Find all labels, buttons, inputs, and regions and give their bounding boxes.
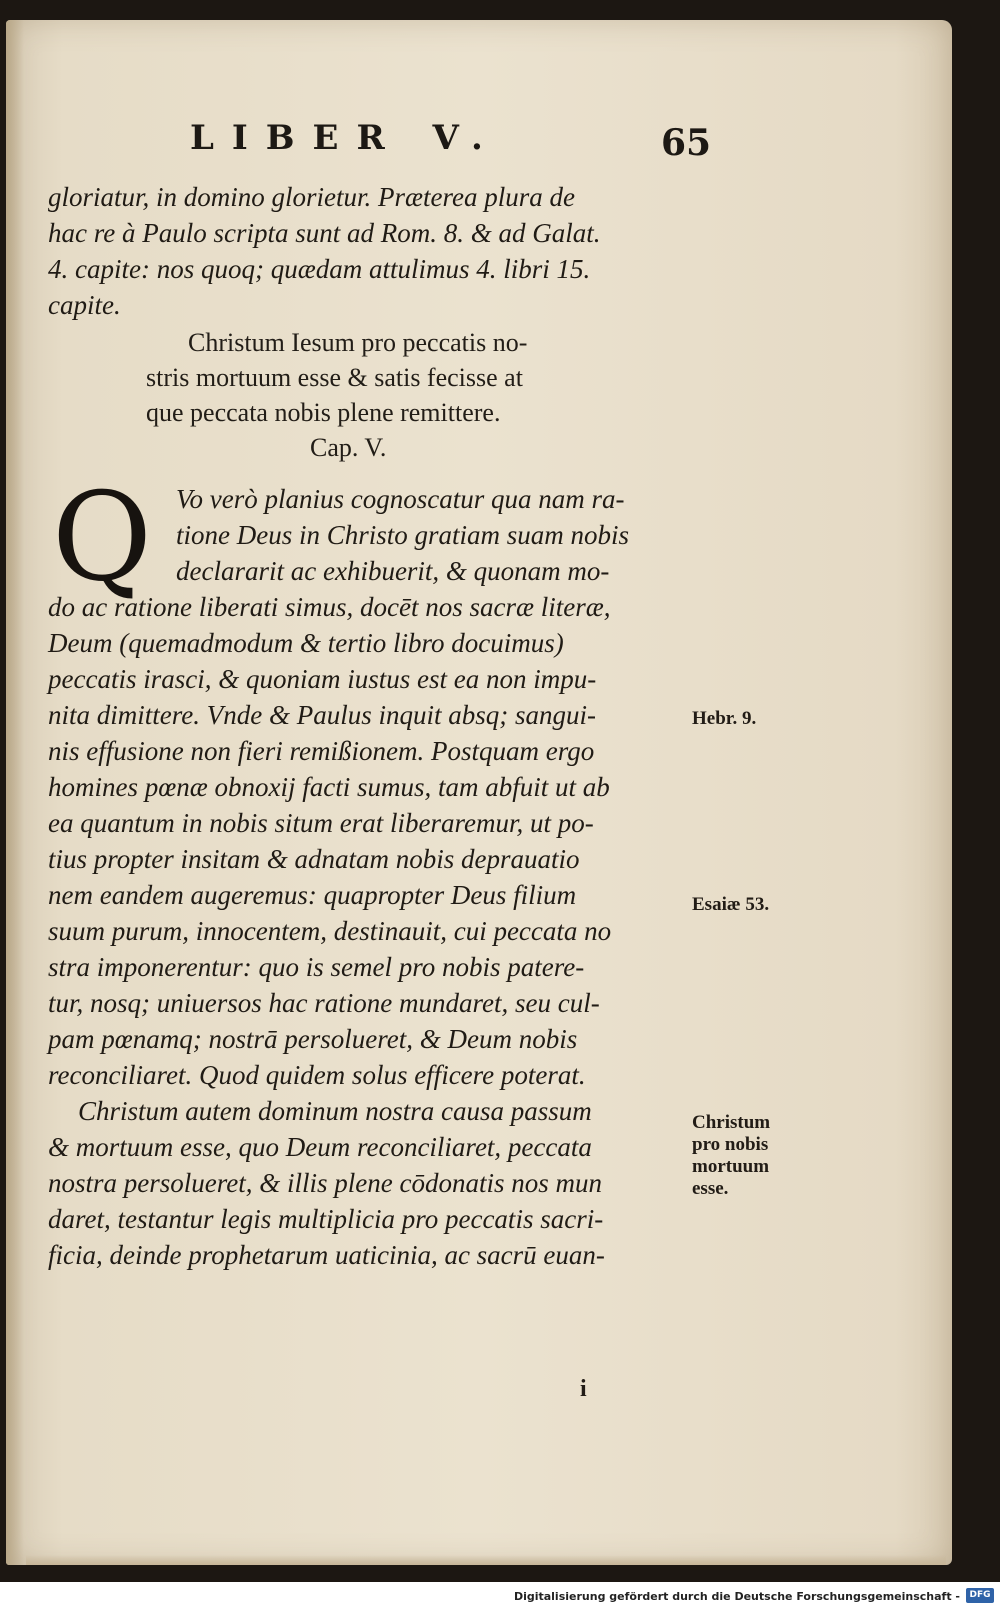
text-line: 4. capite: nos quoq; quædam attulimus 4. libri 15. xyxy=(48,254,591,284)
chapter-heading-line: stris mortuum esse & satis fecisse at xyxy=(146,363,523,392)
text-line: stra imponerentur: quo is semel pro nobis patere- xyxy=(48,952,585,982)
text-line: hac re à Paulo scripta sunt ad Rom. 8. & ad Galat. xyxy=(48,218,601,248)
chapter-heading-line: Christum Iesum pro peccatis no- xyxy=(188,328,528,357)
text-line: tur, nosq; uniuersos hac ratione mundaret, seu cul- xyxy=(48,988,600,1018)
margin-note-line: Christum xyxy=(692,1112,771,1133)
margin-note-esaiae: Esaiæ 53. xyxy=(692,894,770,915)
text-line: & mortuum esse, quo Deum reconciliaret, peccata xyxy=(48,1132,592,1162)
text-line: declararit ac exhibuerit, & quonam mo- xyxy=(176,556,610,586)
text-line: Deum (quemadmodum & tertio libro docuimus) xyxy=(48,628,564,658)
page-header xyxy=(166,118,726,168)
text-line: nita dimittere. Vnde & Paulus inquit absq; sangui- xyxy=(48,700,596,730)
text-line: nis effusione non fieri remißionem. Postquam ergo xyxy=(48,736,595,766)
text-line: gloriatur, in domino glorietur. Præterea plura de xyxy=(48,182,576,212)
funding-credit: Digitalisierung gefördert durch die Deutsche Forschungsgemeinschaft - xyxy=(513,1590,960,1603)
text-line: Christum autem dominum nostra causa passum xyxy=(78,1096,592,1126)
page-number: 65 xyxy=(661,122,712,164)
text-line: nostra persolueret, & illis plene cōdonatis nos mun xyxy=(48,1168,602,1198)
page-gutter-shadow xyxy=(6,20,24,1565)
signature-mark: i xyxy=(580,1376,587,1402)
chapter-heading-line: que peccata nobis plene remittere. xyxy=(146,398,501,427)
text-line: homines pœnæ obnoxij facti sumus, tam abfuit ut ab xyxy=(48,772,610,802)
chapter-number: Cap. V. xyxy=(310,433,387,462)
text-line: reconciliaret. Quod quidem solus efficere poterat. xyxy=(48,1060,586,1090)
drop-cap-initial: Q xyxy=(52,466,153,608)
text-line: Vo verò planius cognoscatur qua nam ra- xyxy=(176,484,625,514)
text-line: suum purum, innocentem, destinauit, cui peccata no xyxy=(48,916,612,946)
dfg-logo: DFG xyxy=(966,1588,994,1603)
text-line: tius propter insitam & adnatam nobis deprauatio xyxy=(48,844,580,874)
text-line: capite. xyxy=(48,290,121,320)
digitization-footer xyxy=(0,1582,1000,1615)
text-line: pam pœnamq; nostrā persolueret, & Deum nobis xyxy=(48,1024,578,1054)
text-line: tione Deus in Christo gratiam suam nobis xyxy=(176,520,630,550)
text-line: ea quantum in nobis situm erat liberaremur, ut po- xyxy=(48,808,594,838)
text-line: ficia, deinde prophetarum uaticinia, ac sacrū euan- xyxy=(48,1240,605,1270)
margin-note-line: pro nobis xyxy=(692,1134,769,1155)
text-line: do ac ratione liberati simus, docēt nos sacræ literæ, xyxy=(48,592,611,622)
running-title: LIBER V. xyxy=(190,118,501,158)
margin-note-hebr: Hebr. 9. xyxy=(692,708,757,729)
page-bottom-edge xyxy=(26,1555,946,1565)
book-page xyxy=(6,20,952,1565)
text-line: daret, testantur legis multiplicia pro peccatis sacri- xyxy=(48,1204,604,1234)
margin-note-line: esse. xyxy=(692,1178,729,1199)
margin-note-line: mortuum xyxy=(692,1156,770,1177)
text-line: peccatis irasci, & quoniam iustus est ea non impu- xyxy=(48,664,597,694)
text-line: nem eandem augeremus: quapropter Deus filium xyxy=(48,880,577,910)
